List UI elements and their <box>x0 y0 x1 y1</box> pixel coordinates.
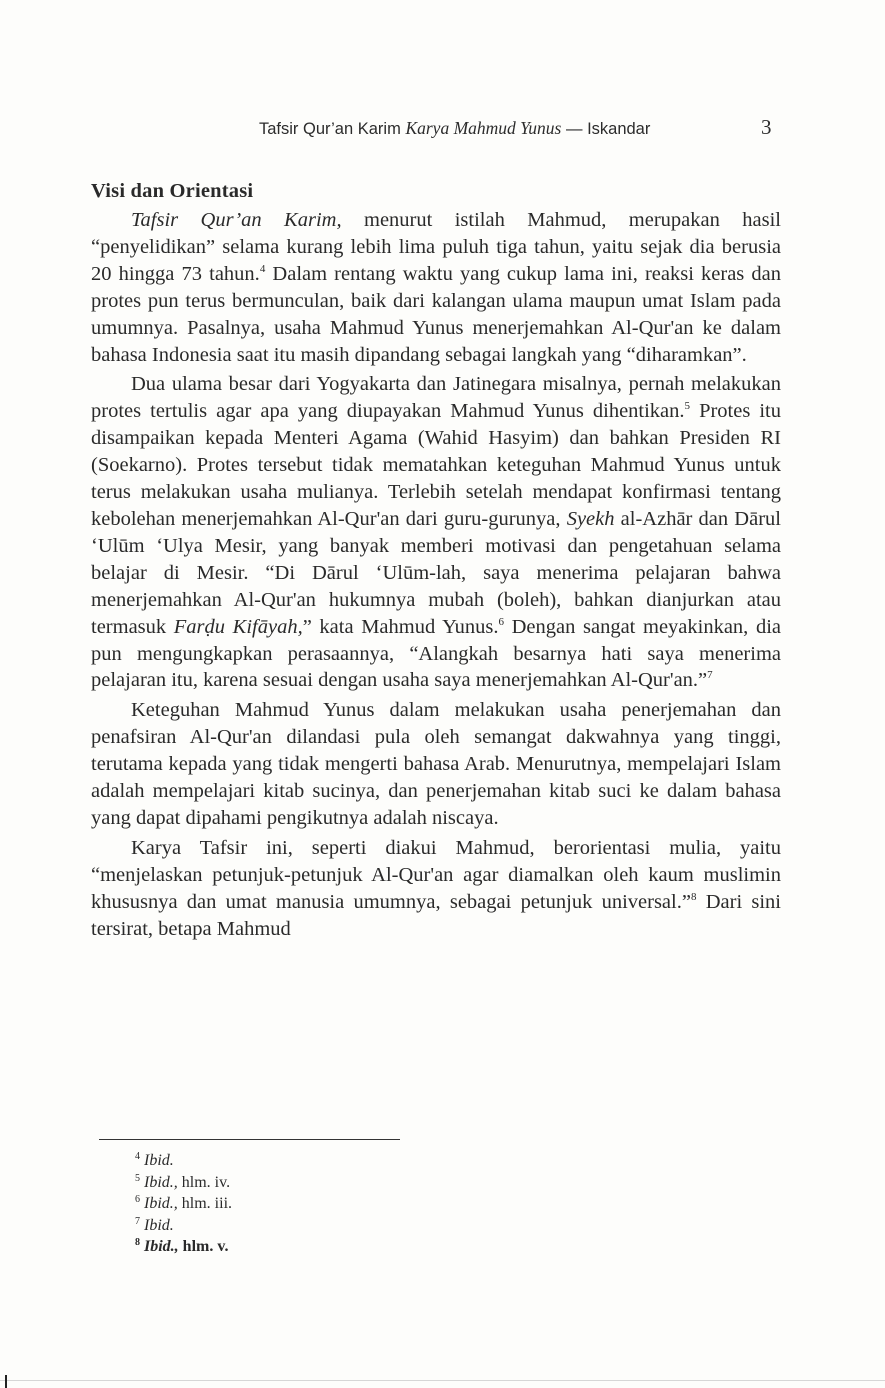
running-header <box>259 115 779 140</box>
footnote-ref-5: 5 <box>684 400 691 413</box>
header-title-part2: — Iskandar <box>565 120 651 138</box>
footnote-4: $^4$ Ibid. <box>135 1151 174 1169</box>
footnote-ref-6: 6 <box>498 615 504 628</box>
scan-edge-line <box>0 1380 885 1381</box>
paragraph-1: Tafsir Qur’an Karim, menurut istilah Mahmud, merupakan hasil “penyelidikan” selama kurang lebih lima puluh tiga tahun, yaitu sejak dia berusia 20 hingga 73 tahun.$^4$ Dalam rentang waktu yang cukup lama ini, reaksi keras dan protes pun terus bermunculan, baik dari kalangan ulama maupun umat Islam pada umumnya. Pasalnya, usaha Mahmud Yunus menerjemahkan Al-Qur'an ke dalam bahasa Indonesia saat itu masih dipandang sebagai langkah yang “diharamkan”. <box>91 209 782 366</box>
paragraph-4: Karya Tafsir ini, seperti diakui Mahmud, berorientasi mulia, yaitu “menjelaskan petunjuk-petunjuk Al-Qur'an agar diamalkan oleh kaum muslimin khususnya dan umat manusia umumnya, sebagai petunjuk universal.”$^8$ Dari sini tersirat, betapa Mahmud <box>91 836 782 940</box>
body-text <box>91 202 781 942</box>
footnotes <box>135 1150 232 1258</box>
footnote-7: $^7$ Ibid. <box>135 1215 174 1234</box>
footnote-ref-8: 8 <box>690 890 697 903</box>
book-title-italic: Tafsir Qur’an Karim, <box>131 209 342 231</box>
paragraph-2: Dua ulama besar dari Yogyakarta dan Jatinegara misalnya, pernah melakukan protes tertulis agar apa yang diupayakan Mahmud Yunus dihentikan.$^5$ Protes itu disampaikan kepada Menteri Agama (Wahid Hasyim) dan bahkan Presiden RI (Soekarno). Protes tersebut tidak mematahkan keteguhan Mahmud Yunus untuk terus melakukan usaha mulianya. Terlebih setelah mendapat konfirmasi tentang kebolehan menerjemahkan Al-Qur'an dari guru-gurunya, Syekh al-Azhār dan Dārul ‘Ulūm ‘Ulya Mesir, yang banyak memberi motivasi dan pengetahuan selama belajar di Mesir. “Di Dārul ‘Ulūm-lah, saya menerima pelajaran bahwa menerjemahkan Al-Qur'an hukumnya mubah (boleh), bahkan dianjurkan atau termasuk Farḍu Kifāyah,” kata Mahmud Yunus.$^6$ Dengan sangat meyakinkan, dia pun mengungkapkan perasaannya, “Alangkah besarnya hati saya menerima pelajaran itu, karena sesuai dengan usaha saya menerjemahkan Al-Qur'an.”$^7$ <box>91 373 781 692</box>
scan-edge-mark <box>5 1375 7 1388</box>
header-title-part1: Tafsir Qur’an Karim <box>259 120 401 138</box>
page-number: 3 <box>761 115 772 139</box>
header-title-italic: Karya Mahmud Yunus <box>405 118 562 138</box>
footnote-8: $^8$ Ibid., hlm. v. <box>135 1237 229 1255</box>
section-title: Visi dan Orientasi <box>91 180 254 202</box>
footnote-6: $^6$ Ibid., hlm. iii. <box>135 1194 233 1212</box>
footnote-5: $^5$ Ibid., hlm. iv. <box>135 1172 231 1191</box>
fardu-kifayah-italic: Farḍu Kifāyah, <box>173 615 303 638</box>
footnote-ref-4: 4 <box>259 262 266 275</box>
syekh-italic: Syekh <box>566 507 615 530</box>
footnote-ref-7: 7 <box>707 669 713 682</box>
footnote-divider <box>99 1139 400 1140</box>
paragraph-3: Keteguhan Mahmud Yunus dalam melakukan usaha penerjemahan dan penafsiran Al-Qur'an dilandasi pula oleh semangat dakwahnya yang tinggi, terutama kepada yang tidak mengerti bahasa Arab. Menurutnya, mempelajari Islam adalah mempelajari kitab sucinya, dan penerjemahan kitab suci ke dalam bahasa yang dapat dipahami pengikutnya adalah niscaya. <box>91 699 781 829</box>
